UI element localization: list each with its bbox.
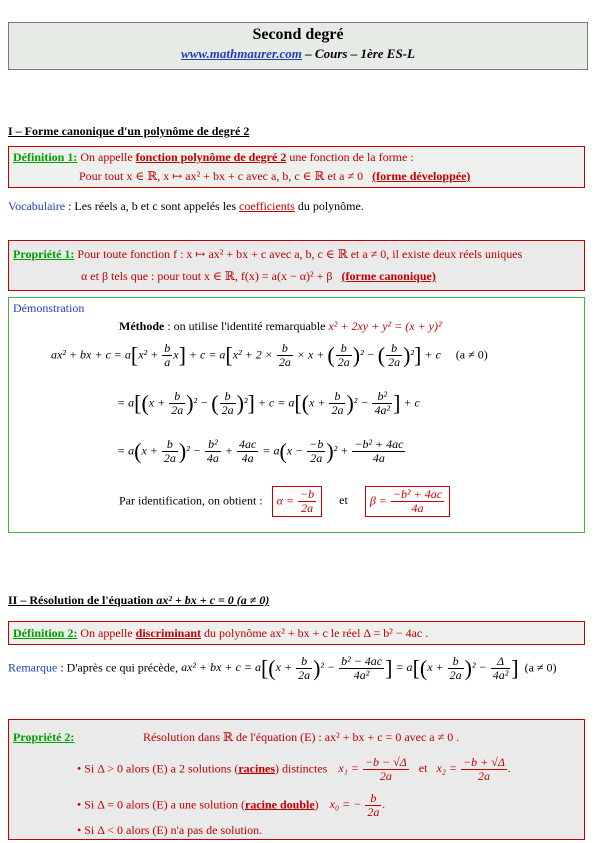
definition-1-label: Définition 1: [13, 150, 78, 164]
property-1-line2: α et β tels que : pour tout x ∈ ℝ, f(x) = a(x − α)² + β (forme canonique) [81, 269, 436, 283]
bullet-delta-negative: • Si Δ < 0 alors (E) n'a pas de solution. [77, 823, 263, 837]
section-2-title: II – Résolution de l'équation ax² + bx + c = 0 (a ≠ 0) [8, 593, 270, 607]
property-2-label: Propriété 2: [13, 730, 75, 744]
demo-equation-1: ax² + bx + c = a[x² + $\frac{b}{a}$ x] + c = a[x² + 2 × $\frac{b}{2a}$ × x + ( $\frac{b}{2a}$ )² − ( $\frac{b}{2a}$ )²] + c (a ≠ 0) [51, 341, 488, 369]
demo-conclusion: Par identification, on obtient : α = $\frac{-b}{2a}$ et β = $\frac{\text{−b² + 4ac}}{4a}$ [119, 486, 450, 517]
demo-equation-2: = a[(x + $\frac{b}{2a}$ )² − ( $\frac{b}{2a}$ )²] + c = a[(x + $\frac{b}{2a}$ )² − $\frac{\text{b²}}{\text{4a²}}$ ] + c [117, 389, 420, 417]
section-1-title: I – Forme canonique d'un polynôme de degré 2 [8, 124, 250, 138]
remarkable-identity: x² + 2xy + y² = (x + y)² [328, 319, 442, 333]
remark-label: Remarque [8, 660, 58, 675]
definition-1-box [8, 146, 585, 188]
coefficients-term: coefficients [239, 199, 295, 213]
definition-1-term: fonction polynôme de degré 2 [135, 150, 287, 164]
property-1-label: Propriété 1: [13, 247, 75, 261]
page-subtitle [9, 46, 587, 62]
definition-2-line: Définition 2: On appelle discriminant du polynôme ax² + bx + c le réel Δ = b² − 4ac . [13, 626, 429, 640]
demo-equation-3: = a(x + $\frac{b}{2a}$ )² − $\frac{\text{b²}}{4a}$ + $\frac{4ac}{4a}$ = a(x − $\frac{-b}{2a}$ )² + $\frac{\text{−b² + 4ac}}{4a}$ [117, 437, 404, 465]
header-box [8, 22, 588, 70]
subtitle-text: – Cours – 1ère ES-L [301, 46, 415, 61]
property-1-line1: Propriété 1: Pour toute fonction f : x ↦ ax² + bx + c avec a, b, c ∈ ℝ et a ≠ 0, il existe deux réels uniques [13, 247, 523, 261]
beta-result: β = $\frac{\text{−b² + 4ac}}{4a}$ [365, 486, 450, 517]
vocabulary-line: Vocabulaire : Les réels a, b et c sont appelés les coefficients du polynôme. [8, 199, 364, 213]
page-title: Second degré [252, 26, 344, 43]
bullet-delta-zero: • Si Δ = 0 alors (E) a une solution (racine double) x₀ = − $\frac{b}{2a}$ . [77, 791, 386, 819]
definition-1-line1: Définition 1: On appelle fonction polynôme de degré 2 une fonction de la forme : [13, 150, 414, 164]
definition-1-line2: Pour tout x ∈ ℝ, x ↦ ax² + bx + c avec a, b, c ∈ ℝ et a ≠ 0 (forme développée) [79, 169, 471, 183]
property-2-title: Résolution dans ℝ de l'équation (E) : ax² + bx + c = 0 avec a ≠ 0 . [143, 730, 460, 744]
method-line: Méthode : on utilise l'identité remarquable x² + 2xy + y² = (x + y)² [119, 319, 442, 333]
remark-line: Remarque : D'après ce qui précède, ax² + bx + c = a[(x + $\frac{b}{2a}$ )² − $\frac{\text{b² − 4ac}}{\text{4a²}}$ ] = a[(x + $\frac{b}{2a}$ )² − $\frac{\Delta}{\text{4a²}}$ ] (a ≠ 0) [8, 654, 557, 682]
developed-form-label: (forme développée) [372, 169, 471, 183]
demonstration-box [8, 297, 585, 533]
roots-term: racines [238, 761, 275, 776]
discriminant-term: discriminant [135, 626, 201, 640]
definition-2-box [8, 621, 585, 645]
property-2-box [8, 719, 585, 840]
property-1-box [8, 240, 585, 291]
double-root-term: racine double [245, 797, 315, 812]
alpha-result: α = $\frac{-b}{2a}$ [272, 486, 323, 517]
bullet-delta-positive: • Si Δ > 0 alors (E) a 2 solutions (racines) distinctes x₁ = $\frac{-b - √\Delta}{2a}$ et x₂ = $\frac{-b + √\Delta}{2a}$ . [77, 755, 511, 783]
vocabulary-label: Vocabulaire [8, 199, 66, 213]
demonstration-label: Démonstration [13, 301, 85, 315]
site-link[interactable]: www.mathmaurer.com [181, 46, 302, 61]
canonical-form-label: (forme canonique) [341, 269, 436, 283]
definition-2-label: Définition 2: [13, 626, 78, 640]
